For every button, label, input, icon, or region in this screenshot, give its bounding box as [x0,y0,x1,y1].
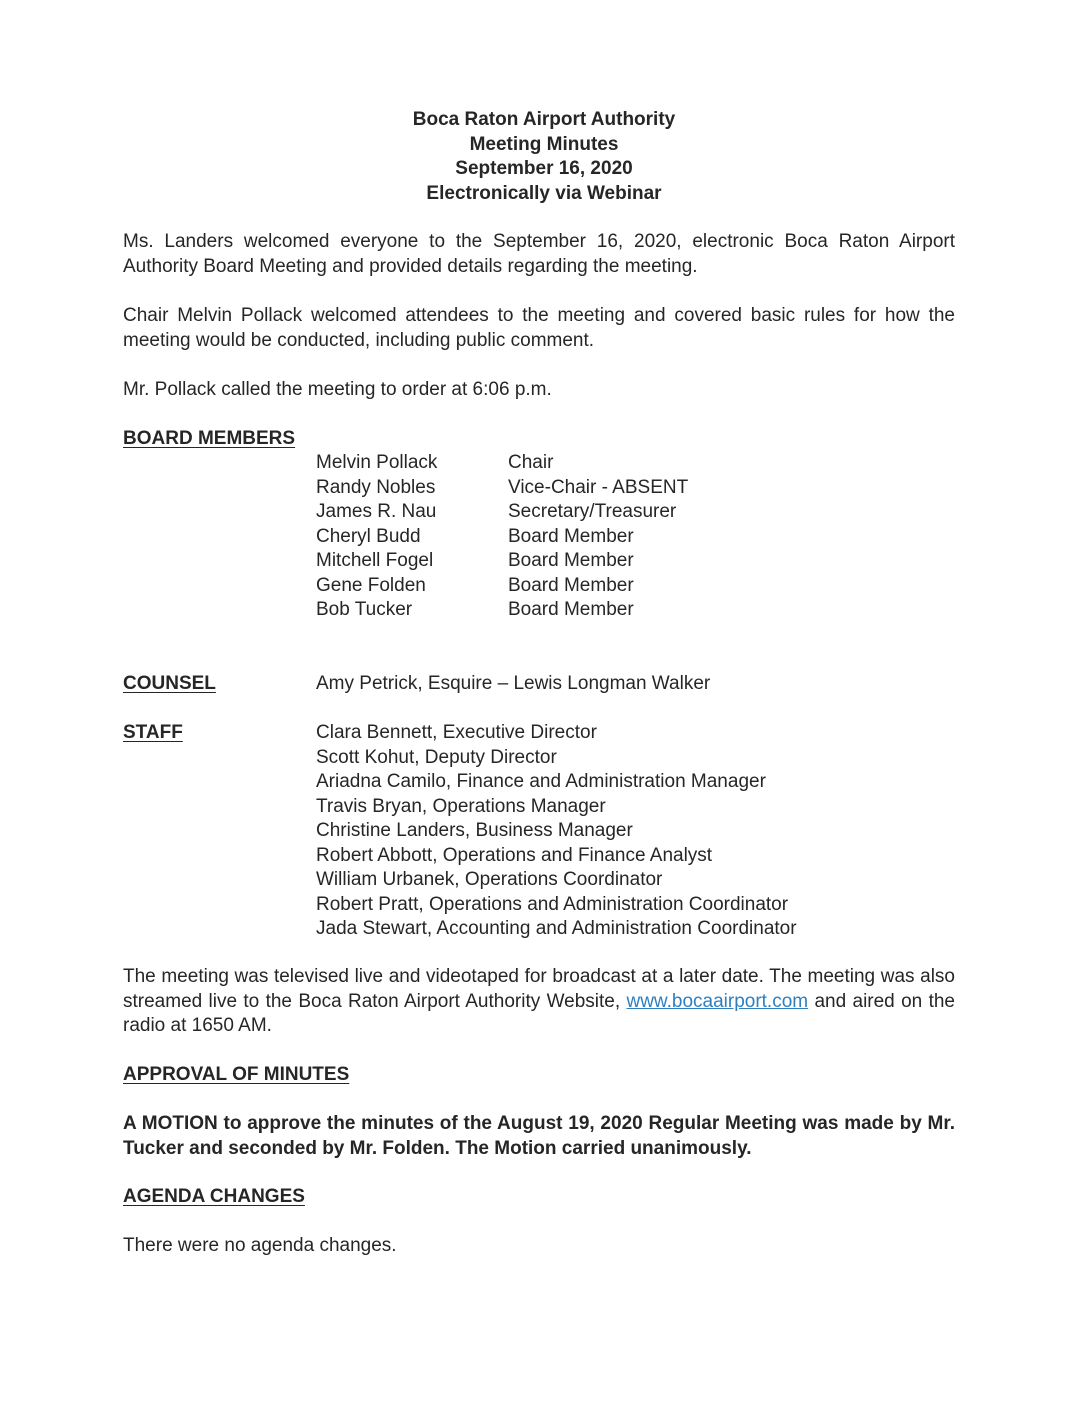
board-member-row [316,598,688,623]
member-name: James R. Nau [316,501,437,522]
broadcast-text: The meeting was televised live and videotaped for broadcast at a later date. The meeting was also streamed live to the Boca Raton Airport Authority Website, [123,966,955,1012]
member-role: Vice-Chair - ABSENT [508,476,689,498]
website-link[interactable]: www.bocaairport.com [626,990,809,1012]
member-role: Board Member [508,550,634,571]
counsel-heading: COUNSEL [123,673,216,694]
call-to-order-paragraph: Mr. Pollack called the meeting to order at 6:06 p.m. [123,379,552,400]
broadcast-text-end: and aired on the radio at 1650 AM. [123,990,955,1036]
member-role: Chair [508,452,554,473]
board-member-row [316,500,688,525]
board-members-list [316,451,688,623]
approval-motion: A MOTION to approve the minutes of the August 19, 2020 Regular Meeting was made by Mr. Tucker and seconded by Mr. Folden. The Motion carried unanimously. [123,1113,955,1159]
member-role: Board Member [508,574,634,596]
member-name: Melvin Pollack [316,452,438,473]
board-member-row [316,549,688,574]
staff-member: William Urbanek, Operations Coordinator [316,869,663,890]
member-name: Randy Nobles [316,476,436,498]
title-organization: Boca Raton Airport Authority [412,109,676,130]
document-title [0,108,1088,206]
title-document-type: Meeting Minutes [469,133,619,155]
member-name: Mitchell Fogel [316,550,434,571]
staff-member: Ariadna Camilo, Finance and Administration Manager [316,771,766,792]
board-member-row [316,574,688,599]
staff-member: Scott Kohut, Deputy Director [316,746,557,768]
title-date: September 16, 2020 [455,158,633,179]
staff-member: Robert Pratt, Operations and Administration Coordinator [316,893,789,915]
member-role: Secretary/Treasurer [508,501,677,522]
member-name: Bob Tucker [316,599,413,620]
member-role: Board Member [508,525,634,547]
chair-paragraph: Chair Melvin Pollack welcomed attendees to the meeting and covered basic rules for how the meeting would be conducted, including public comment. [123,305,955,351]
agenda-changes-text: There were no agenda changes. [123,1235,397,1256]
staff-member: Robert Abbott, Operations and Finance Analyst [316,844,713,866]
agenda-changes-heading: AGENDA CHANGES [123,1186,305,1207]
staff-list [316,721,797,942]
board-members-heading: BOARD MEMBERS [123,428,296,449]
broadcast-paragraph [123,965,955,1039]
approval-of-minutes-heading: APPROVAL OF MINUTES [123,1064,350,1085]
staff-heading: STAFF [123,722,183,743]
member-role: Board Member [508,599,634,620]
board-member-row [316,451,688,476]
member-name: Cheryl Budd [316,525,421,547]
member-name: Gene Folden [316,574,426,596]
counsel-name: Amy Petrick, Esquire – Lewis Longman Walker [316,673,711,694]
title-venue: Electronically via Webinar [426,182,662,204]
welcome-paragraph: Ms. Landers welcomed everyone to the September 16, 2020, electronic Boca Raton Airport Authority Board Meeting and provided details regarding the meeting. [123,231,955,277]
board-member-row [316,476,688,501]
board-member-row [316,525,688,550]
staff-member: Travis Bryan, Operations Manager [316,795,606,817]
staff-member: Christine Landers, Business Manager [316,820,633,841]
staff-member: Jada Stewart, Accounting and Administration Coordinator [316,918,797,939]
staff-member: Clara Bennett, Executive Director [316,722,597,743]
